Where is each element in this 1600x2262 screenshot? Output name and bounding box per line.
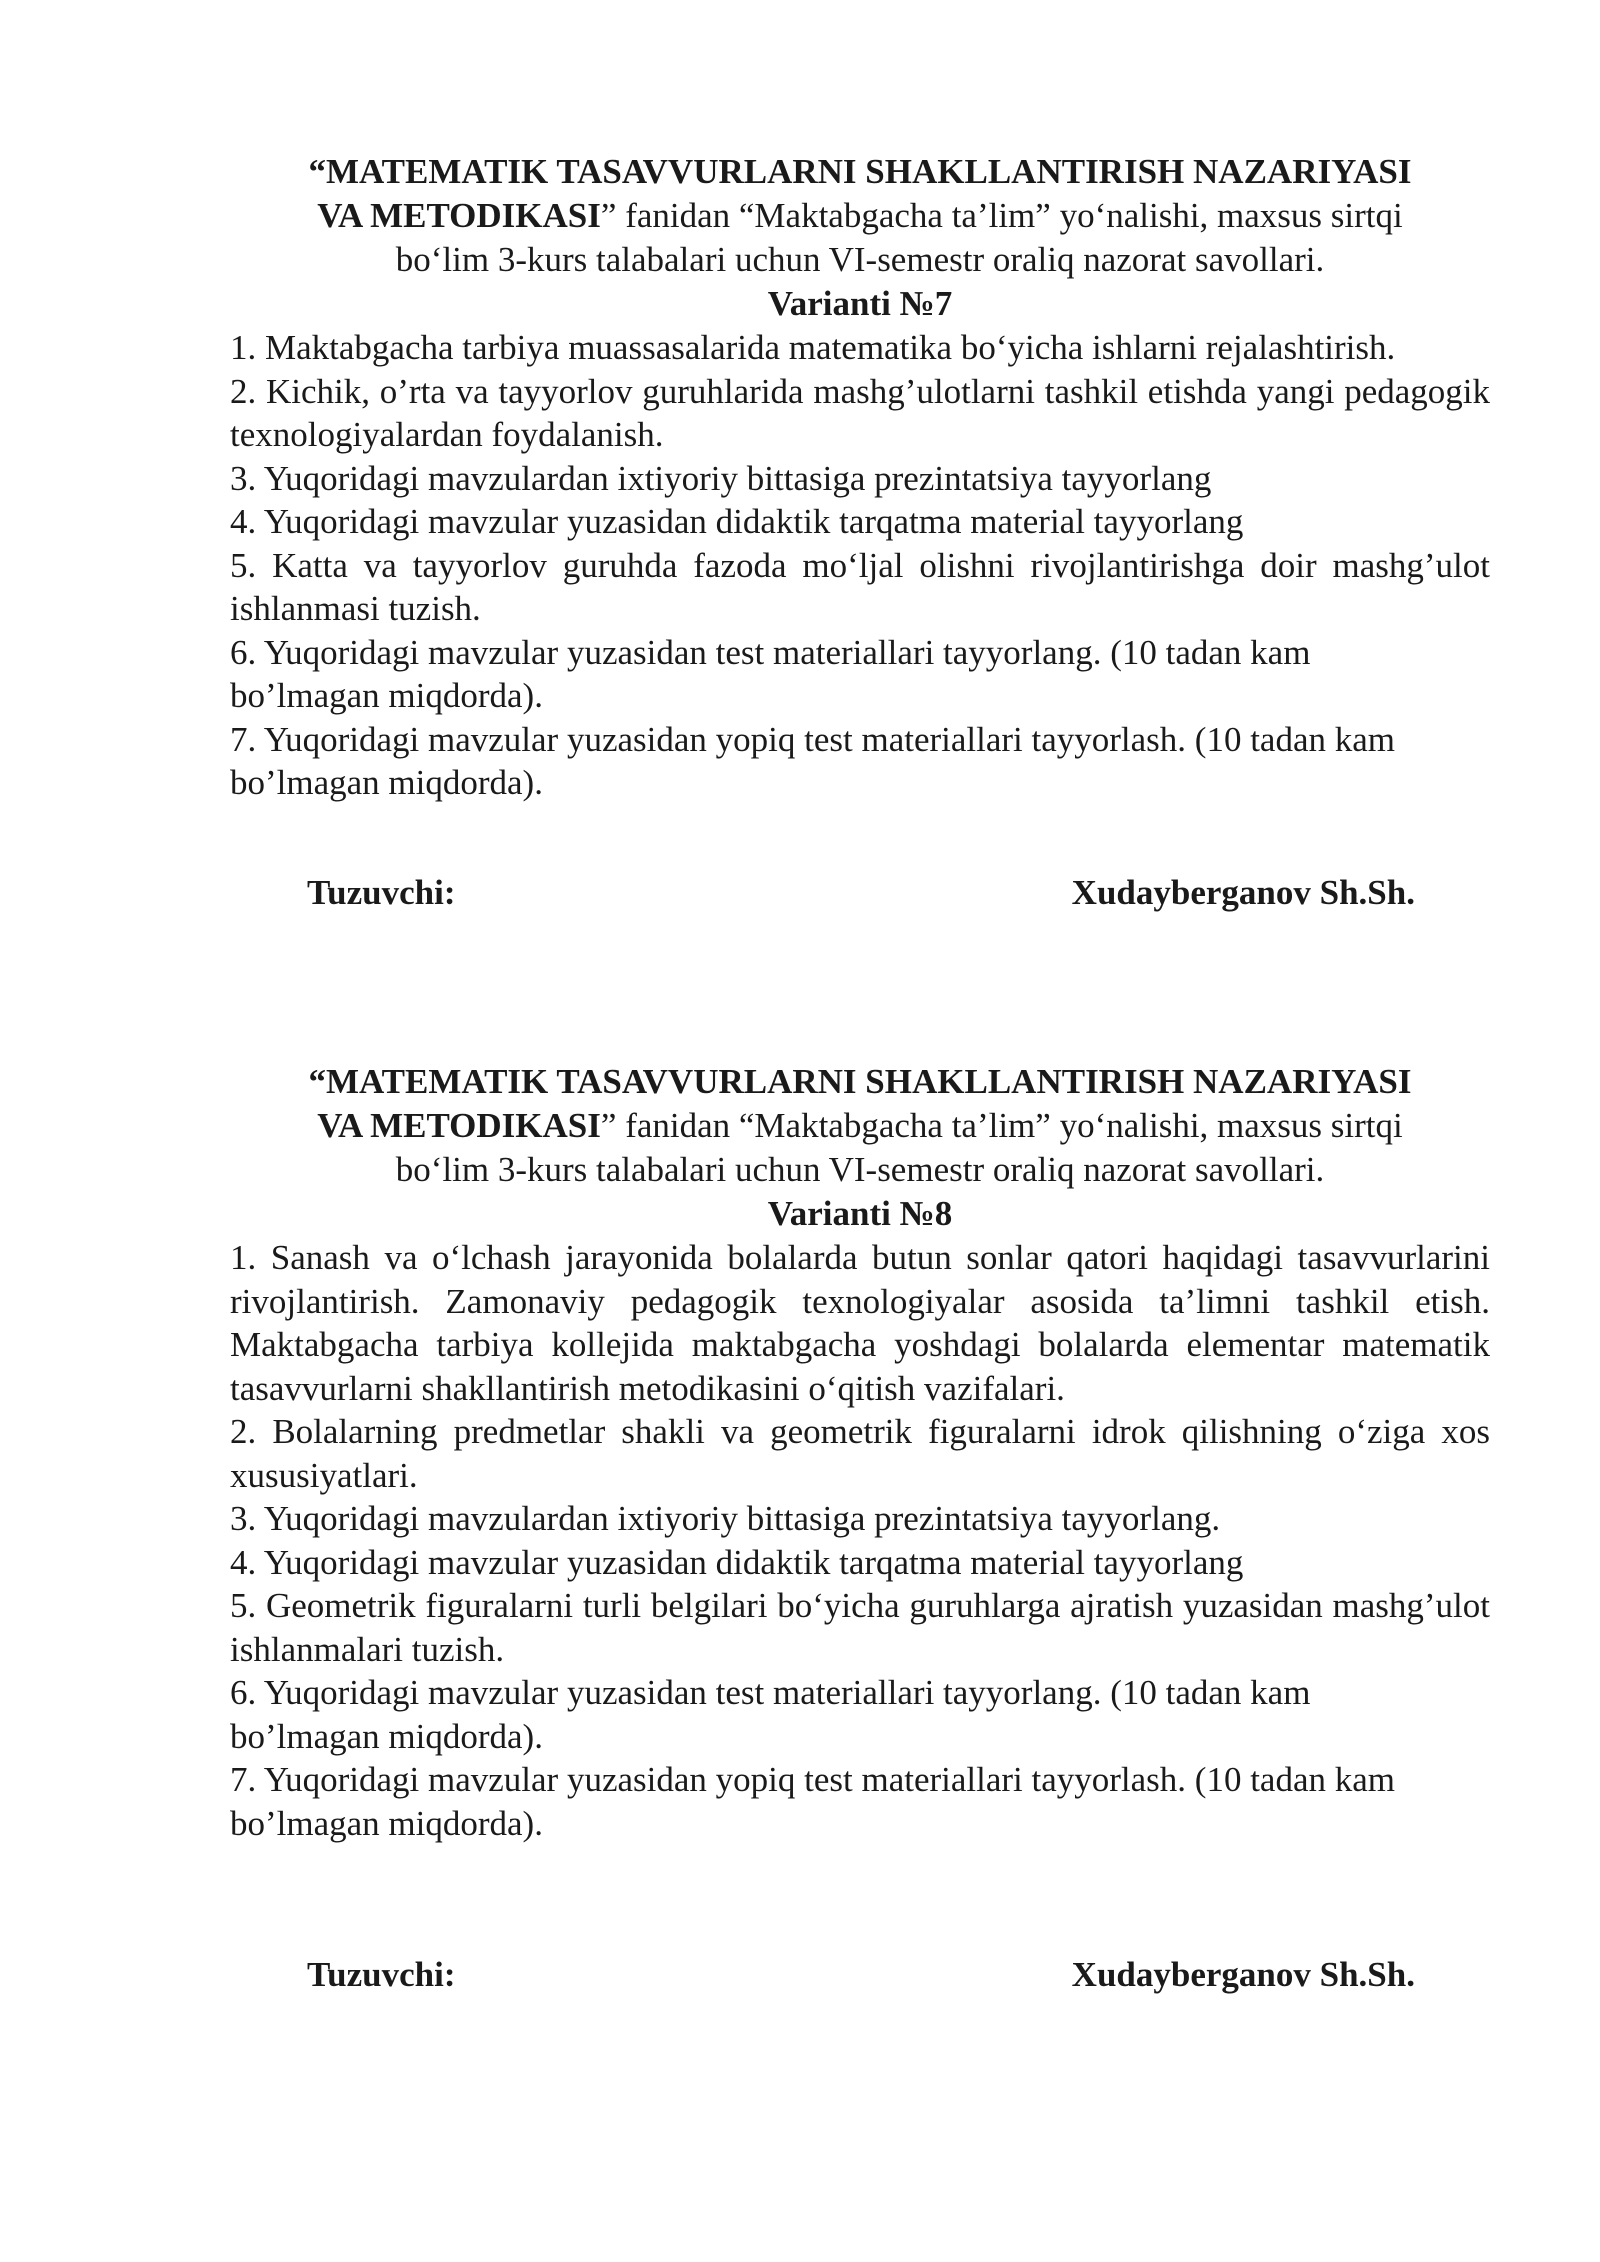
heading-line-1: “MATEMATIK TASAVVURLARNI SHAKLLANTIRISH NAZARIYASI	[308, 152, 1412, 191]
heading-bold-2: VA METODIKASI	[317, 1106, 601, 1145]
heading-rest-2: ” fanidan “Maktabgacha ta’lim” yo‘nalishi, maxsus sirtqi	[600, 1106, 1403, 1145]
question-item: 4. Yuqoridagi mavzular yuzasidan didaktik tarqatma material tayyorlang	[230, 1542, 1244, 1582]
question-item: 6. Yuqoridagi mavzular yuzasidan test materiallari tayyorlang. (10 tadan kam bo’lmagan miqdorda).	[230, 632, 1311, 715]
question-item: 7. Yuqoridagi mavzular yuzasidan yopiq test materiallari tayyorlash. (10 tadan kam bo’lmagan miqdorda).	[230, 719, 1396, 802]
question-list	[230, 326, 1490, 805]
signature-name: Xudayberganov Sh.Sh.	[1071, 1955, 1415, 1994]
heading-line-3: bo‘lim 3-kurs talabalari uchun VI-semestr oraliq nazorat savollari.	[395, 240, 1325, 279]
signature-line	[230, 1953, 1490, 1997]
question-item: 6. Yuqoridagi mavzular yuzasidan test materiallari tayyorlang. (10 tadan kam bo’lmagan miqdorda).	[230, 1673, 1311, 1756]
question-list	[230, 1236, 1490, 1845]
question-item: 4. Yuqoridagi mavzular yuzasidan didaktik tarqatma material tayyorlang	[230, 502, 1244, 541]
signature-role: Tuzuvchi:	[307, 1955, 456, 1994]
variant-title: Varianti №7	[767, 284, 953, 323]
question-item: 1. Maktabgacha tarbiya muassasalarida matematika bo‘yicha ishlarni rejalashtirish.	[230, 328, 1396, 367]
heading-rest-2: ” fanidan “Maktabgacha ta’lim” yo‘nalishi, maxsus sirtqi	[600, 196, 1403, 235]
heading-bold-2: VA METODIKASI	[317, 196, 601, 235]
question-item: 2. Kichik, o’rta va tayyorlov guruhlarida mashg’ulotlarni tashkil etishda yangi pedagogik texnologiyalardan foydalanish.	[230, 371, 1490, 454]
signature-line	[230, 871, 1490, 915]
question-item: 1. Sanash va o‘lchash jarayonida bolalarda butun sonlar qatori haqidagi tasavvurlarini rivojlantirish. Zamonaviy pedagogik texnologiyalar asosida ta’limni tashkil etish. Maktabgacha tarbiya kollejida maktabgacha yoshdagi bolalarda elementar matematik tasavvurlarni shakllantirish metodikasini o‘qitish vazifalari.	[230, 1238, 1490, 1408]
question-item: 2. Bolalarning predmetlar shakli va geometrik figuralarni idrok qilishning o‘ziga xos xususiyatlari.	[230, 1412, 1490, 1495]
question-item: 7. Yuqoridagi mavzular yuzasidan yopiq test materiallari tayyorlash. (10 tadan kam bo’lmagan miqdorda).	[230, 1760, 1396, 1843]
variant-title: Varianti №8	[767, 1194, 953, 1233]
document-page	[230, 150, 1490, 1994]
heading-line-3: bo‘lim 3-kurs talabalari uchun VI-semestr oraliq nazorat savollari.	[395, 1150, 1325, 1189]
exam-block-variant-8	[230, 1060, 1490, 1997]
signature-role: Tuzuvchi:	[307, 872, 456, 912]
block-heading	[230, 150, 1490, 282]
signature-name: Xudayberganov Sh.Sh.	[1071, 872, 1415, 912]
block-heading	[230, 1060, 1490, 1192]
question-item: 5. Katta va tayyorlov guruhda fazoda mo‘ljal olishni rivojlantirishga doir mashg’ulot ishlanmasi tuzish.	[230, 545, 1490, 628]
question-item: 3. Yuqoridagi mavzulardan ixtiyoriy bittasiga prezintatsiya tayyorlang.	[230, 1499, 1221, 1538]
question-item: 5. Geometrik figuralarni turli belgilari bo‘yicha guruhlarga ajratish yuzasidan mashg’ulot ishlanmalari tuzish.	[230, 1586, 1490, 1669]
heading-line-1: “MATEMATIK TASAVVURLARNI SHAKLLANTIRISH NAZARIYASI	[308, 1062, 1412, 1101]
exam-block-variant-7	[230, 150, 1490, 915]
question-item: 3. Yuqoridagi mavzulardan ixtiyoriy bittasiga prezintatsiya tayyorlang	[230, 458, 1212, 498]
